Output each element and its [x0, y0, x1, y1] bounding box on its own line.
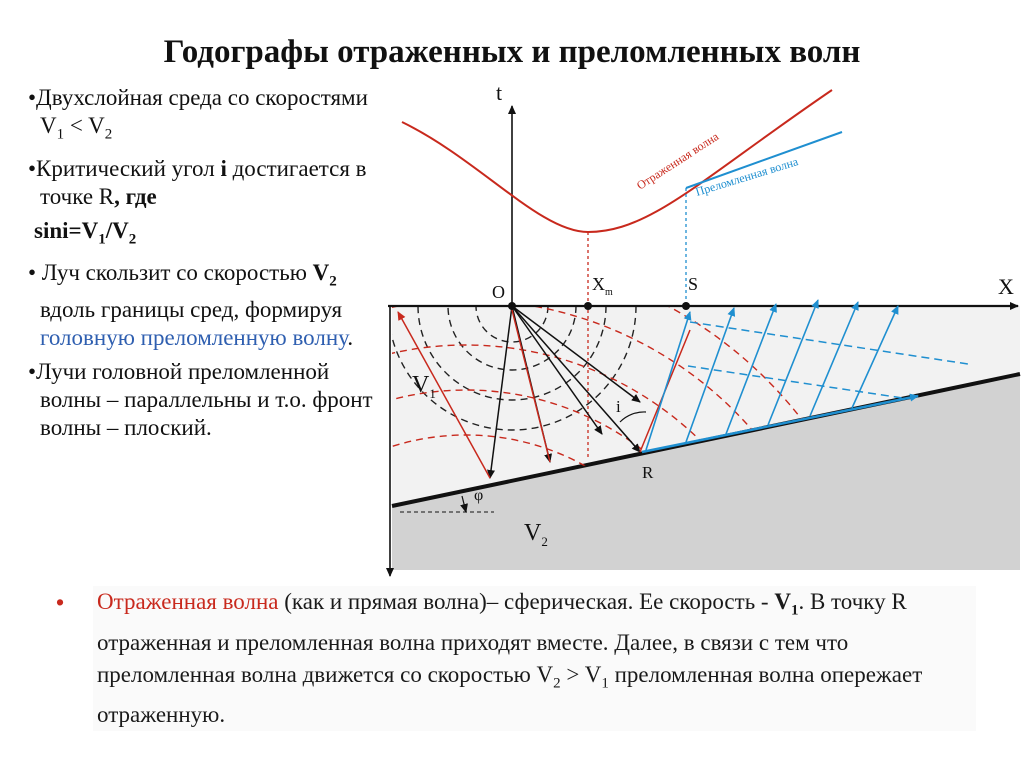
t-axis-label: t [496, 80, 503, 105]
origin-label: O [492, 282, 505, 302]
bullet-marker: • [56, 589, 65, 615]
reflected-hodograph [402, 90, 832, 232]
bullet-two-layer: •Двухслойная среда со скоростями $V_1 < V_2$ [28, 85, 368, 143]
s-label: S [688, 274, 699, 294]
r-label: R [642, 463, 654, 482]
bullet-critical-angle: •Критический угол i достигается в точке R, где [28, 155, 367, 209]
summary-text: Отраженная волна (как и прямая волна)– сферическая. Ее скорость - $V_1$. В точку R отраженная и преломленная волна приходят вместе. Далее, в связи с тем что преломленная волна движется со скоростью $V_2 > V_1$ преломленная волна опережает отраженную. [93, 586, 976, 731]
v2-layer-label: $V_2$ [524, 520, 548, 549]
bullet-head-wave-rays: •Лучи головной преломленной волны – параллельны и т.о. фронт волны – плоский. [28, 358, 373, 440]
xm-label: $X_m$ [592, 274, 613, 298]
bullet-sliding-ray: • Луч скользит со скоростью $V_2$ вдоль границы сред, формируя головную преломленную волну. [28, 260, 354, 350]
summary-paragraph [56, 586, 976, 731]
refracted-wave-label: Преломленная волна [693, 154, 800, 199]
page-title: Годографы отраженных и преломленных волн [163, 34, 861, 70]
x-axis-label: X [998, 274, 1014, 299]
head-wave-term: головную преломленную волну [40, 324, 348, 350]
formula-sini: $\sin i=V_1/V_2$ [34, 217, 137, 248]
critical-angle-label: i [616, 397, 621, 416]
phi-label: φ [474, 487, 484, 504]
reflected-wave-term: Отраженная волна [97, 589, 279, 614]
v1-layer-label: $V_1$ [412, 372, 436, 401]
reflected-wave-label: Отраженная волна [634, 129, 722, 193]
